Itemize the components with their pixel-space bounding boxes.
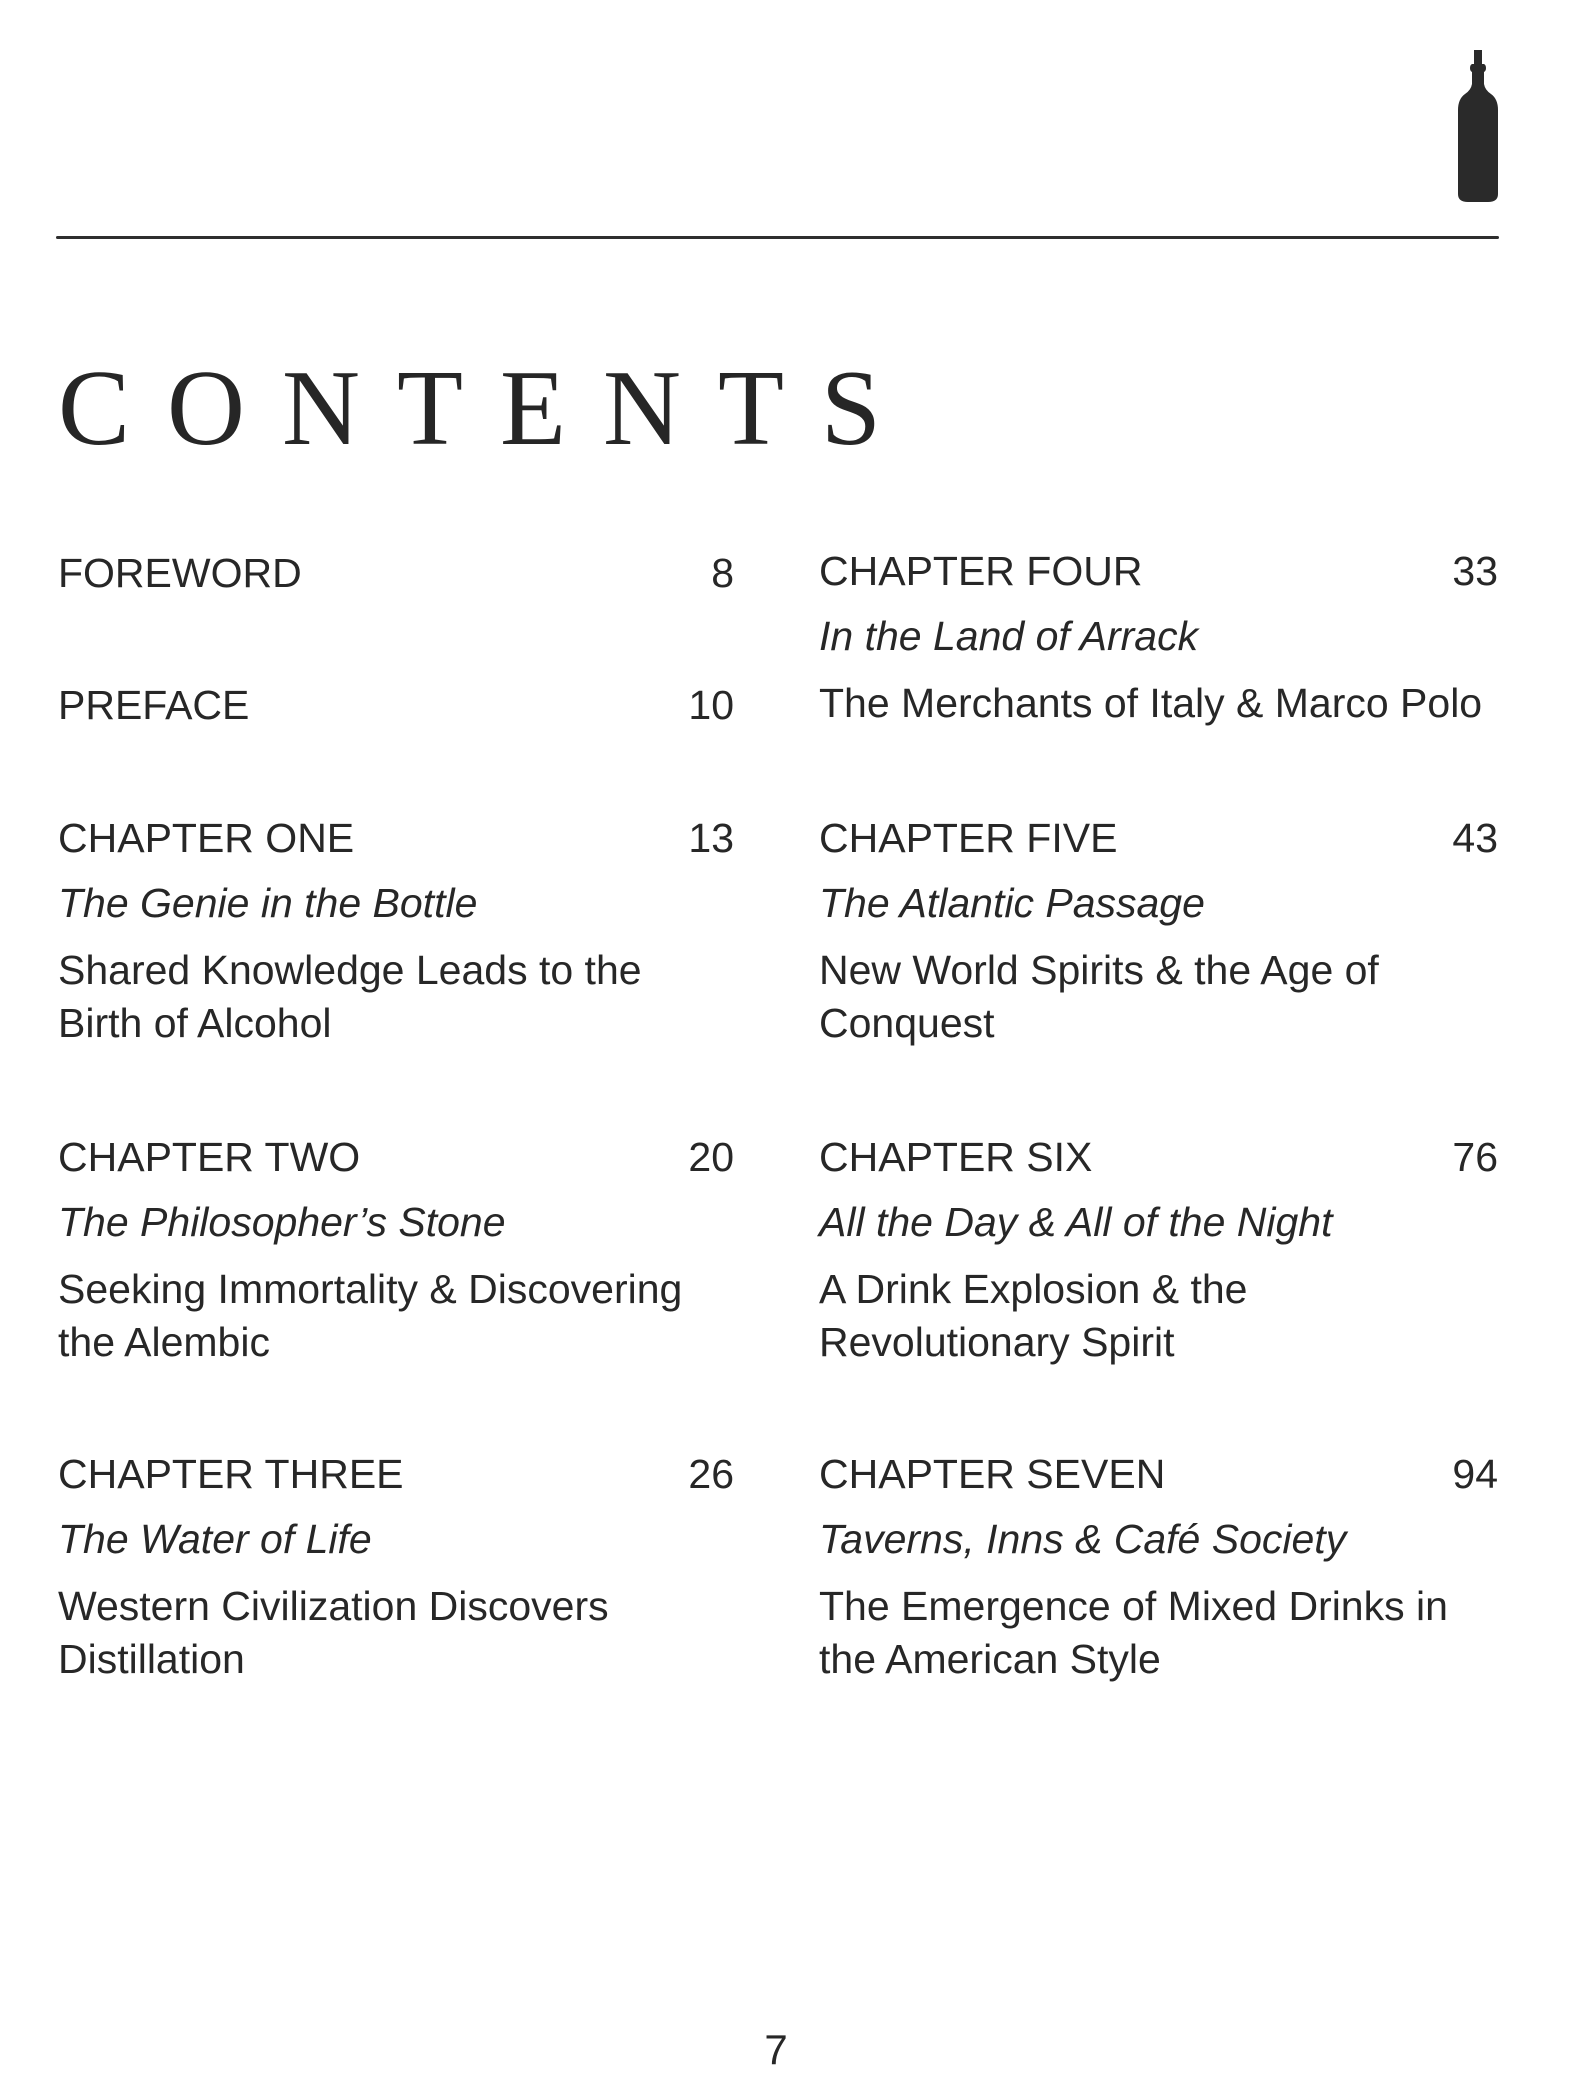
- toc-description-line: Seeking Immortality & Discovering: [58, 1266, 683, 1312]
- toc-subtitle: Taverns, Inns & Café Society: [819, 1516, 1347, 1562]
- toc-description-line: Distillation: [58, 1636, 245, 1682]
- toc-heading: CHAPTER ONE: [58, 815, 355, 861]
- toc-description-line: New World Spirits & the Age of: [819, 947, 1379, 993]
- page-number-footer: [0, 2020, 1574, 2080]
- toc-page-number: 13: [688, 815, 734, 861]
- page-title: CONTENTS: [58, 349, 918, 468]
- toc-description: [58, 944, 734, 1050]
- toc-entry-chapter-four[interactable]: [819, 545, 1498, 730]
- wine-bottle-icon: [1455, 50, 1501, 202]
- toc-description-line: Birth of Alcohol: [58, 1000, 332, 1046]
- toc-page-number: 94: [1452, 1451, 1498, 1497]
- toc-entry-chapter-seven[interactable]: [819, 1448, 1498, 1686]
- toc-subtitle: All the Day & All of the Night: [819, 1199, 1333, 1245]
- toc-page-number: 8: [711, 550, 734, 596]
- toc-description-line: The Emergence of Mixed Drinks in: [819, 1583, 1448, 1629]
- toc-subtitle: The Genie in the Bottle: [58, 880, 478, 926]
- toc-subtitle: In the Land of Arrack: [819, 613, 1199, 659]
- toc-page-number: 10: [688, 682, 734, 728]
- toc-description-line: Shared Knowledge Leads to the: [58, 947, 642, 993]
- toc-entry-chapter-three[interactable]: [58, 1448, 734, 1686]
- toc-description: [58, 1580, 734, 1686]
- toc-description: [58, 1263, 734, 1369]
- toc-heading: CHAPTER SIX: [819, 1134, 1093, 1180]
- toc-heading: CHAPTER SEVEN: [819, 1451, 1166, 1497]
- toc-description: [819, 1580, 1498, 1686]
- toc-page-number: 43: [1452, 815, 1498, 861]
- toc-entry-chapter-two[interactable]: [58, 1131, 734, 1369]
- toc-heading: CHAPTER THREE: [58, 1451, 404, 1497]
- toc-heading: FOREWORD: [58, 550, 302, 596]
- toc-page-number: 26: [688, 1451, 734, 1497]
- toc-description-line: the American Style: [819, 1636, 1161, 1682]
- toc-description: [819, 944, 1498, 1050]
- header-rule: [56, 236, 1499, 239]
- toc-entry-foreword[interactable]: [58, 547, 734, 600]
- toc-description-line: Revolutionary Spirit: [819, 1319, 1175, 1365]
- toc-heading: CHAPTER FOUR: [819, 548, 1143, 594]
- toc-heading: CHAPTER TWO: [58, 1134, 361, 1180]
- toc-description-line: the Alembic: [58, 1319, 270, 1365]
- toc-description-line: The Merchants of Italy & Marco Polo: [819, 680, 1483, 726]
- toc-entry-preface[interactable]: [58, 679, 734, 732]
- toc-description-line: A Drink Explosion & the: [819, 1266, 1248, 1312]
- toc-description: [819, 1263, 1498, 1369]
- toc-page-number: 20: [688, 1134, 734, 1180]
- toc-subtitle: The Philosopher’s Stone: [58, 1199, 506, 1245]
- toc-page-number: 33: [1452, 548, 1498, 594]
- toc-entry-chapter-one[interactable]: [58, 812, 734, 1050]
- toc-page-number: 76: [1452, 1134, 1498, 1180]
- page-number: 7: [764, 2026, 788, 2073]
- toc-description-line: Western Civilization Discovers: [58, 1583, 609, 1629]
- toc-entry-chapter-five[interactable]: [819, 812, 1498, 1050]
- toc-heading: CHAPTER FIVE: [819, 815, 1118, 861]
- toc-description-line: Conquest: [819, 1000, 995, 1046]
- toc-heading: PREFACE: [58, 682, 250, 728]
- toc-subtitle: The Atlantic Passage: [819, 880, 1205, 926]
- toc-subtitle: The Water of Life: [58, 1516, 372, 1562]
- toc-description: [819, 677, 1498, 730]
- toc-entry-chapter-six[interactable]: [819, 1131, 1498, 1369]
